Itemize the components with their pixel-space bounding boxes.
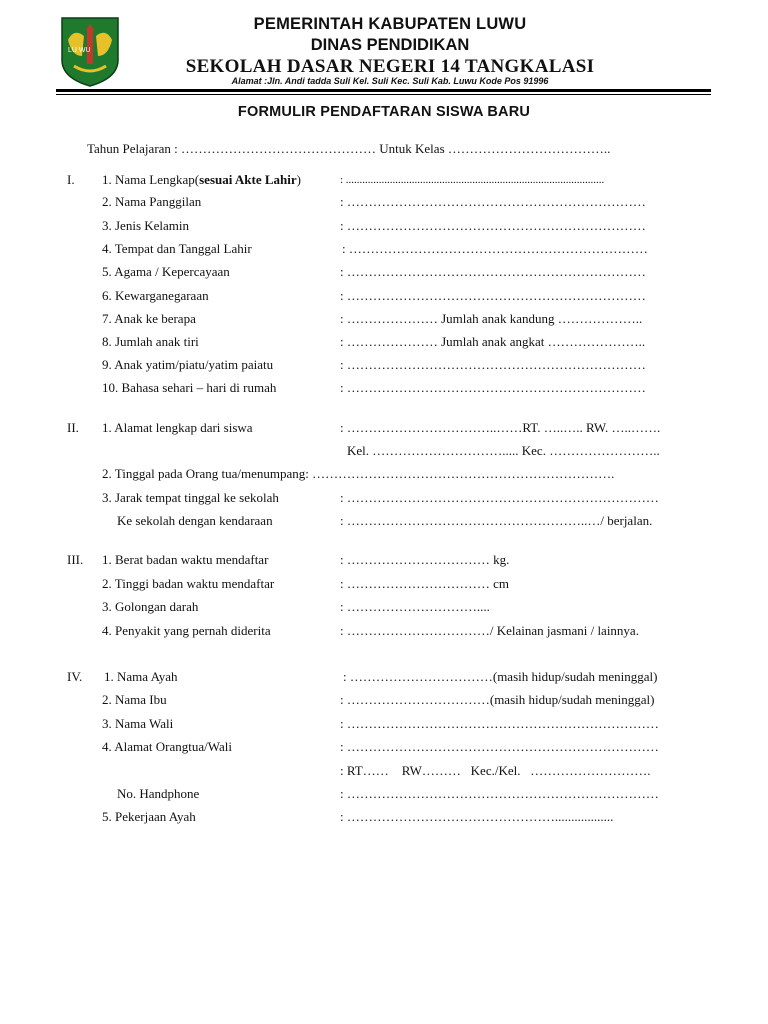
field-nickname-label: 2. Nama Panggilan (102, 194, 202, 209)
field-home-language-blank[interactable]: : …………………………………………………………… (340, 380, 646, 395)
field-transport-blank[interactable]: : ………………………………………………..…/ berjalan. (340, 513, 653, 528)
field-student-address-label: 1. Alamat lengkap dari siswa (102, 420, 253, 435)
header-line-1: PEMERINTAH KABUPATEN LUWU (253, 15, 527, 33)
field-phone-label: No. Handphone (117, 786, 200, 801)
field-nickname-blank[interactable]: : …………………………………………………………… (340, 194, 646, 209)
field-religion-label: 5. Agama / Kepercayaan (102, 264, 230, 279)
section-3-number: III. (67, 552, 84, 567)
field-mother-name-blank[interactable]: : ……………………………(masih hidup/sudah meninggal) (340, 692, 655, 707)
field-weight-blank[interactable]: : …………………………… kg. (340, 552, 510, 567)
field-child-order-label: 7. Anak ke berapa (102, 311, 196, 326)
field-phone-blank[interactable]: : ……………………………………………………………… (340, 786, 659, 801)
field-living-with-line[interactable]: 2. Tinggal pada Orang tua/menumpang: ……………………………………………………………. (102, 466, 615, 481)
field-height-blank[interactable]: : …………………………… cm (340, 576, 509, 591)
luwu-regency-logo-icon (60, 16, 120, 88)
field-father-job-label: 5. Pekerjaan Ayah (102, 809, 196, 824)
field-distance-blank[interactable]: : ……………………………………………………………… (340, 490, 659, 505)
form-title: FORMULIR PENDAFTARAN SISWA BARU (237, 104, 531, 120)
section-4-number: IV. (67, 669, 83, 684)
logo-text: LU WU (68, 47, 91, 54)
field-step-children-blank[interactable]: : ………………… Jumlah anak angkat ………………….. (340, 334, 646, 349)
field-birthplace-date-blank[interactable]: : …………………………………………………………… (342, 241, 648, 256)
field-step-children-label: 8. Jumlah anak tiri (102, 334, 199, 349)
year-class-line: Tahun Pelajaran : ……………………………………… Untuk Kelas ……………………………….. (87, 141, 611, 156)
field-orphan-status-label: 9. Anak yatim/piatu/yatim paiatu (102, 357, 274, 372)
field-birthplace-date-label: 4. Tempat dan Tanggal Lahir (102, 241, 252, 256)
header-rule-thick (56, 89, 711, 92)
field-parent-rt-rw-blank[interactable]: : RT…… RW……… Kec./Kel. ………………………. (340, 763, 651, 778)
field-transport-label: Ke sekolah dengan kendaraan (117, 513, 273, 528)
field-religion-blank[interactable]: : …………………………………………………………… (340, 264, 646, 279)
field-parent-address-label: 4. Alamat Orangtua/Wali (102, 739, 232, 754)
field-guardian-name-blank[interactable]: : ……………………………………………………………… (340, 716, 659, 731)
field-father-name-label: 1. Nama Ayah (104, 669, 178, 684)
header-line-2: DINAS PENDIDIKAN (310, 36, 470, 54)
field-mother-name-label: 2. Nama Ibu (102, 692, 167, 707)
field-illness-label: 4. Penyakit yang pernah diderita (102, 623, 271, 638)
field-illness-blank[interactable]: : ……………………………/ Kelainan jasmani / lainnya. (340, 623, 639, 638)
field-weight-label: 1. Berat badan waktu mendaftar (102, 552, 269, 567)
field-citizenship-label: 6. Kewarganegaraan (102, 288, 209, 303)
field-student-address-blank[interactable]: : ……………………………..……RT. …..….. RW. …..……. (340, 420, 661, 435)
field-blood-type-label: 3. Golongan darah (102, 599, 199, 614)
field-full-name-label: 1. Nama Lengkap(sesuai Akte Lahir) (102, 172, 301, 187)
header-rule-thin (56, 94, 711, 95)
field-guardian-name-label: 3. Nama Wali (102, 716, 174, 731)
header-address: Alamat :Jln. Andi tadda Suli Kel. Suli Kec. Suli Kab. Luwu Kode Pos 91996 (231, 76, 549, 86)
section-2-number: II. (67, 420, 79, 435)
field-height-label: 2. Tinggi badan waktu mendaftar (102, 576, 275, 591)
field-full-name-blank[interactable]: : .............................................................................................. (340, 174, 605, 186)
field-village-district-blank[interactable]: Kel. …………………………..... Kec. …………………….. (347, 443, 660, 458)
field-blood-type-blank[interactable]: : ………………………….... (340, 599, 490, 614)
field-parent-address-blank[interactable]: : ……………………………………………………………… (340, 739, 659, 754)
field-gender-label: 3. Jenis Kelamin (102, 218, 190, 233)
field-orphan-status-blank[interactable]: : …………………………………………………………… (340, 357, 646, 372)
field-home-language-label: 10. Bahasa sehari – hari di rumah (102, 380, 277, 395)
field-father-job-blank[interactable]: : ………………………………………….................. (340, 809, 614, 824)
field-gender-blank[interactable]: : …………………………………………………………… (340, 218, 646, 233)
field-child-order-blank[interactable]: : ………………… Jumlah anak kandung ……………….. (340, 311, 643, 326)
header-school-name: SEKOLAH DASAR NEGERI 14 TANGKALASI (185, 56, 595, 77)
field-distance-label: 3. Jarak tempat tinggal ke sekolah (102, 490, 279, 505)
field-father-name-blank[interactable]: : ……………………………(masih hidup/sudah meninggal) (343, 669, 658, 684)
field-citizenship-blank[interactable]: : …………………………………………………………… (340, 288, 646, 303)
section-1-number: I. (67, 172, 75, 187)
